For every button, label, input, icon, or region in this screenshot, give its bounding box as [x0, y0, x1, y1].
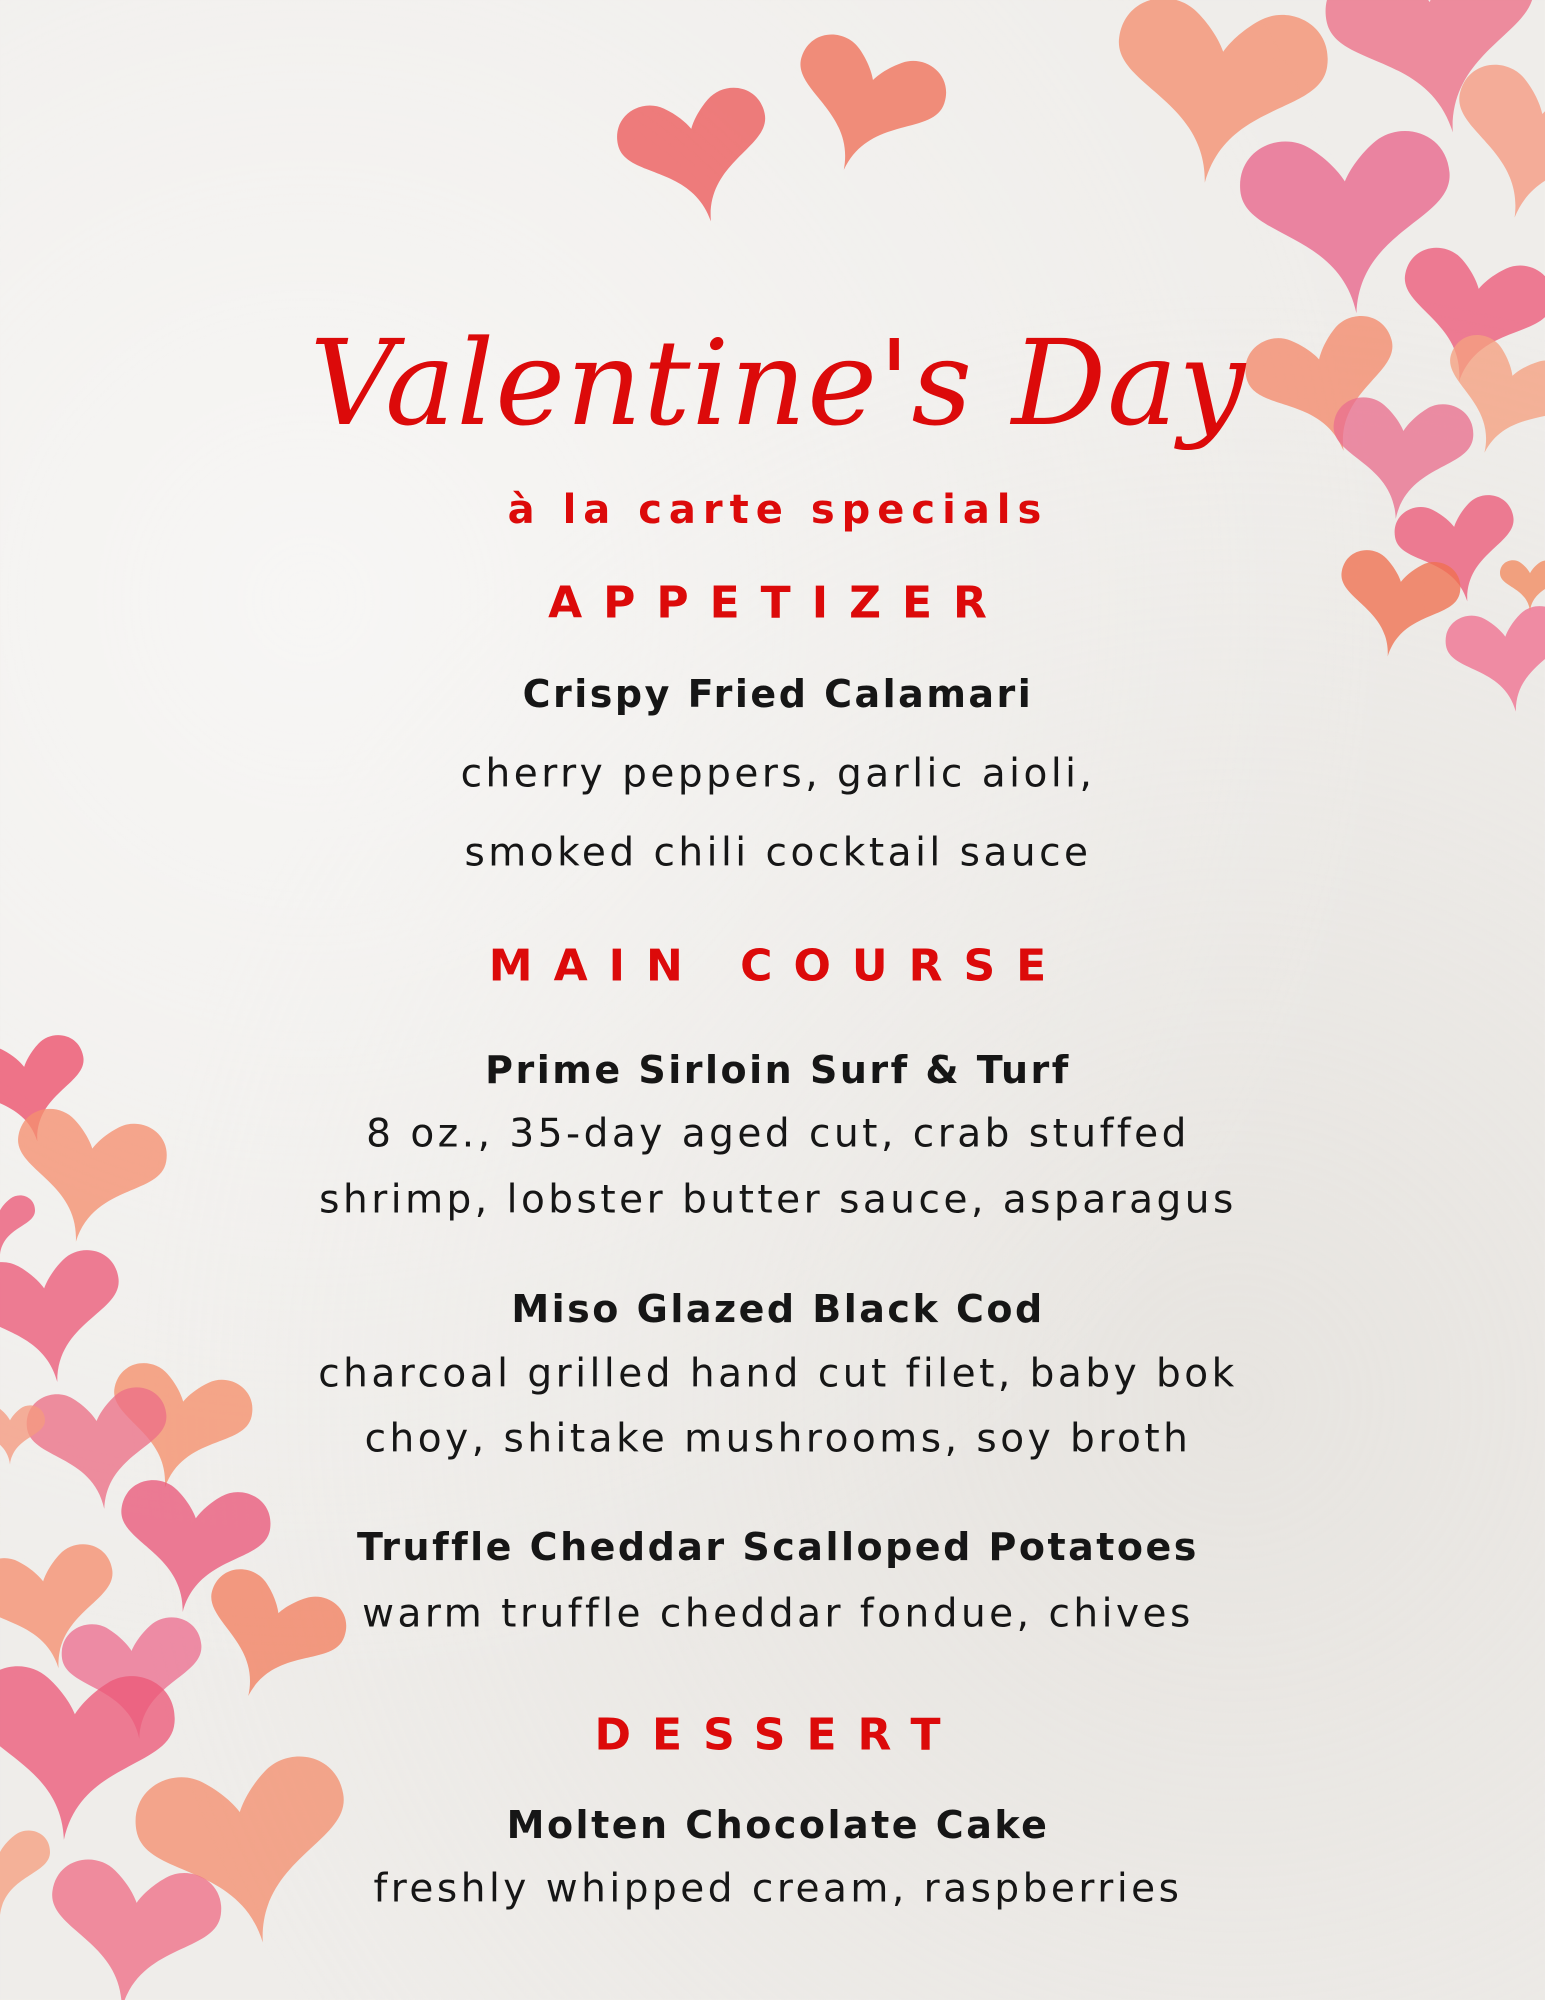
item-name: Truffle Cheddar Scalloped Potatoes [357, 1525, 1199, 1569]
heart-icon [182, 1561, 354, 1720]
item-name: Molten Chocolate Cake [506, 1803, 1050, 1847]
section-heading-main-course: MAIN COURSE [488, 940, 1068, 992]
item-name: Crispy Fried Calamari [522, 672, 1034, 716]
heart-icon [611, 82, 784, 237]
item-name: Miso Glazed Black Cod [511, 1287, 1045, 1331]
item-description: 8 oz., 35-day aged cut, crab stuffed [366, 1111, 1190, 1157]
item-name: Prime Sirloin Surf & Turf [485, 1048, 1071, 1092]
item-description: smoked chili cocktail sauce [464, 830, 1092, 876]
item-description: cherry peppers, garlic aioli, [460, 751, 1096, 797]
item-description: freshly whipped cream, raspberries [373, 1866, 1183, 1912]
item-description: warm truffle cheddar fondue, chives [362, 1591, 1194, 1637]
item-description: choy, shitake mushrooms, soy broth [364, 1416, 1192, 1462]
section-heading-dessert: DESSERT [594, 1709, 962, 1761]
menu-title: Valentine's Day [309, 314, 1247, 452]
section-heading-appetizer: APPETIZER [548, 577, 1008, 629]
item-description: charcoal grilled hand cut filet, baby bok [318, 1351, 1238, 1397]
menu-subtitle: à la carte specials [507, 487, 1049, 533]
heart-icon [772, 26, 954, 193]
item-description: shrimp, lobster butter sauce, asparagus [319, 1177, 1237, 1223]
